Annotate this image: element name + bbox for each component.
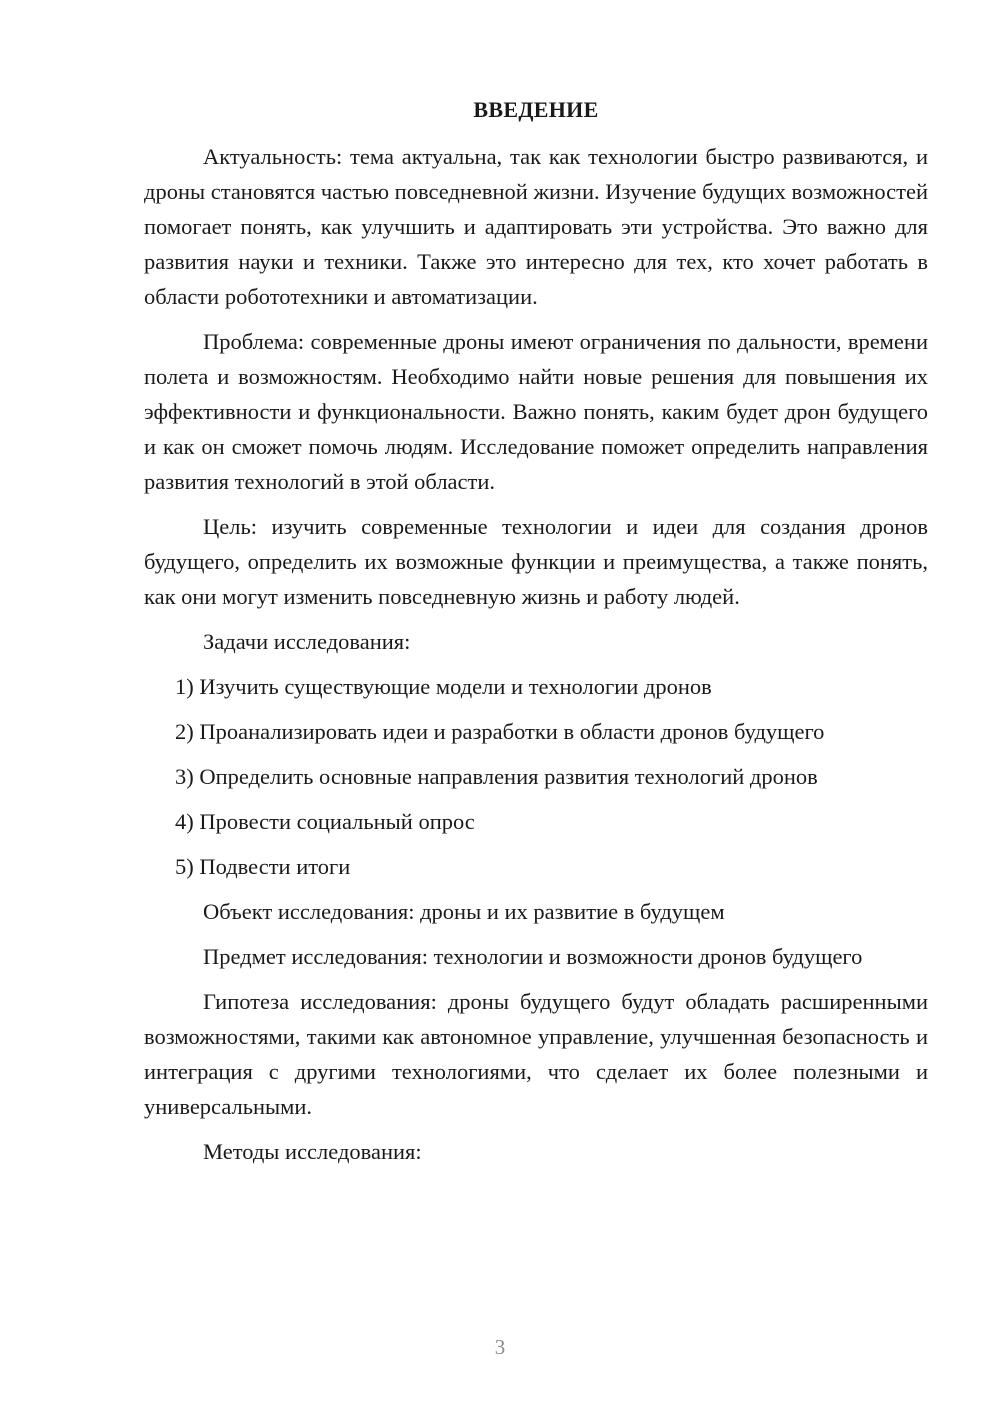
page-number: 3 [494,1335,506,1359]
paragraph-object: Объект исследования: дроны и их развитие в будущем [203,899,725,924]
methods-title: Методы исследования: [203,1139,422,1164]
list-item: 5) Подвести итоги [175,854,351,879]
paragraph-problem: Проблема: современные дроны имеют ограничения по дальности, времени полета и возможностям. Необходимо найти новые решения для повышения их эффективности и функциональности. Важно понять, каким будет дрон будущего и как он сможет помочь людям. Исследование поможет определить направления развития технологий в этой области. [144,329,928,494]
document-page [144,95,928,1179]
list-item: 3) Определить основные направления развития технологий дронов [175,764,818,789]
tasks-title: Задачи исследования: [203,629,411,654]
paragraph-subject: Предмет исследования: технологии и возможности дронов будущего [203,944,863,969]
tasks-list [144,669,928,884]
paragraph-goal: Цель: изучить современные технологии и идеи для создания дронов будущего, определить их возможные функции и преимущества, а также понять, как они могут изменить повседневную жизнь и работу людей. [144,514,928,609]
paragraph-hypothesis: Гипотеза исследования: дроны будущего будут обладать расширенными возможностями, такими как автономное управление, улучшенная безопасность и интеграция с другими технологиями, что сделает их более полезными и универсальными. [144,989,928,1119]
paragraph-relevance: Актуальность: тема актуальна, так как технологии быстро развиваются, и дроны становятся частью повседневной жизни. Изучение будущих возможностей помогает понять, как улучшить и адаптировать эти устройства. Это важно для развития науки и техники. Также это интересно для тех, кто хочет работать в области робототехники и автоматизации. [144,144,928,309]
list-item: 4) Провести социальный опрос [175,809,475,834]
list-item: 1) Изучить существующие модели и технологии дронов [175,674,712,699]
section-heading: ВВЕДЕНИЕ [473,97,599,122]
list-item: 2) Проанализировать идеи и разработки в области дронов будущего [175,719,825,744]
